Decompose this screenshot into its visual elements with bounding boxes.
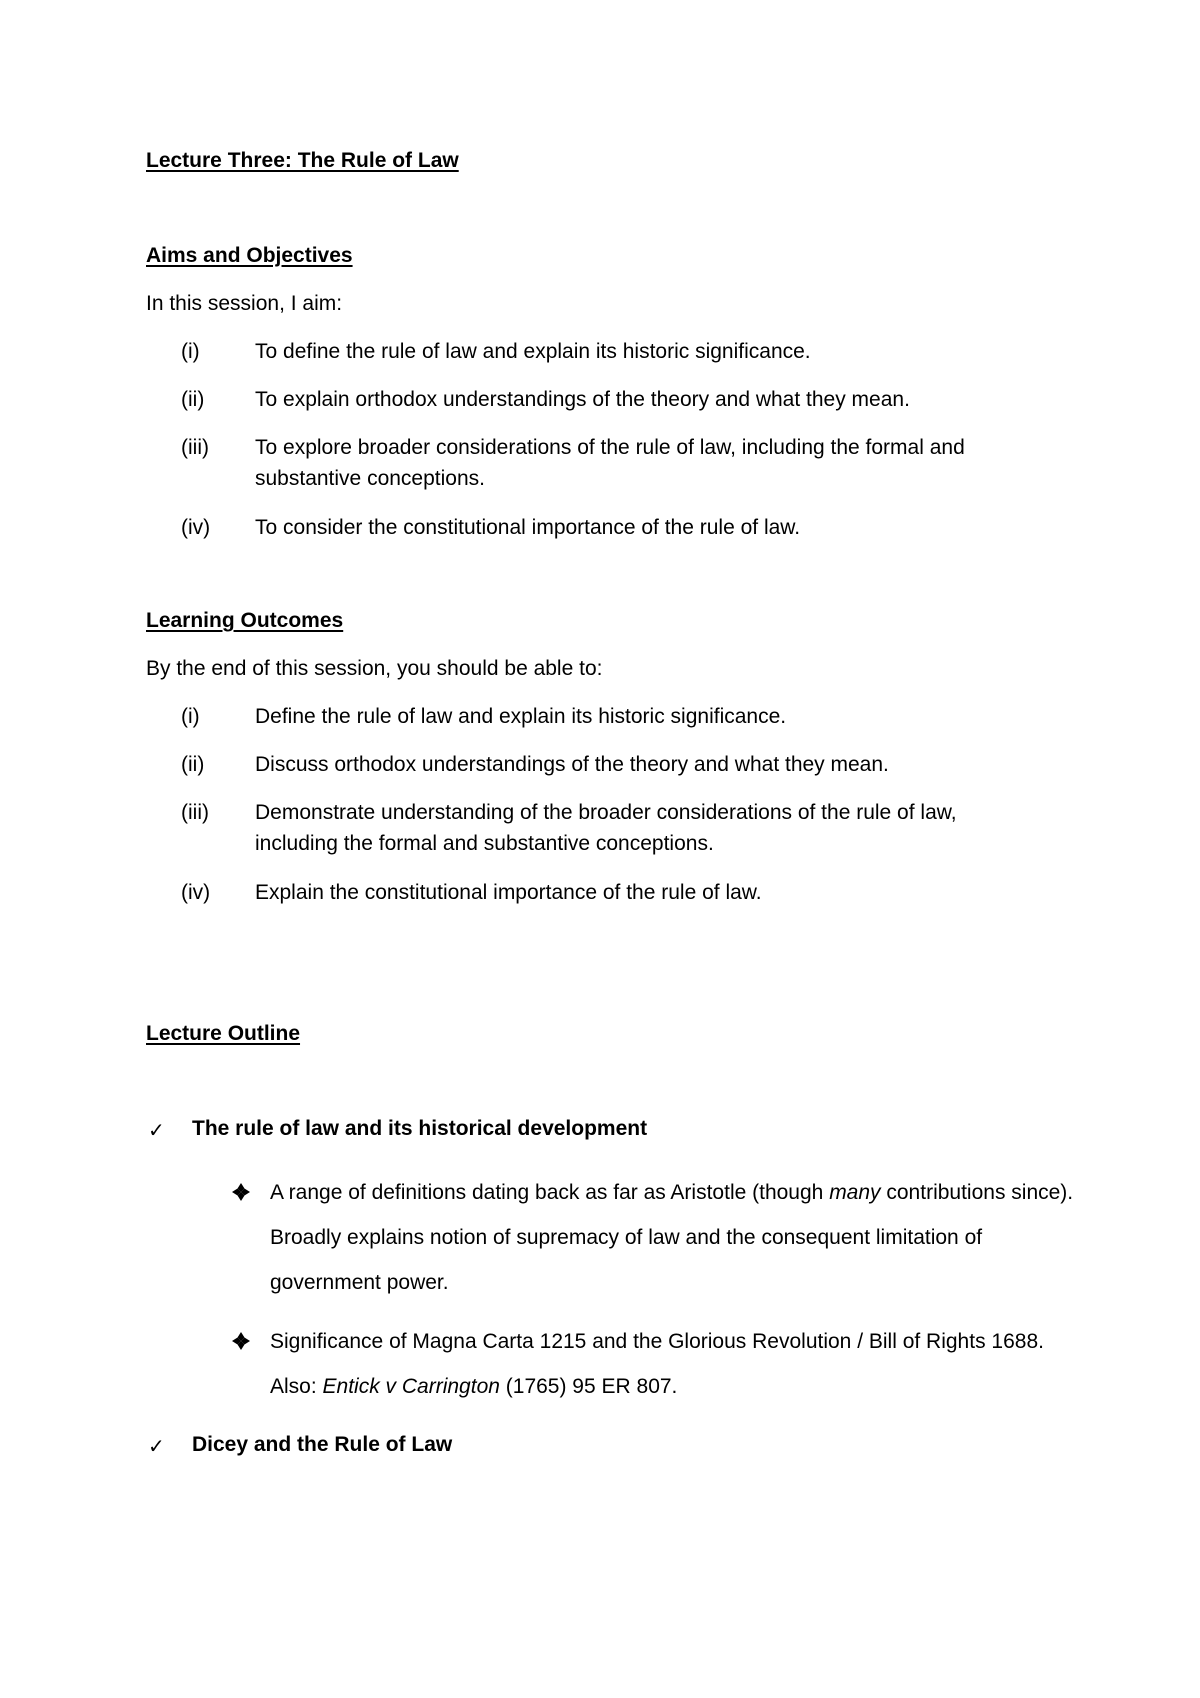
item-number: (i) <box>181 340 200 363</box>
section-label: Dicey and the Rule of Law <box>192 1433 453 1456</box>
item-text: Explain the constitutional importance of the rule of law. <box>255 881 762 904</box>
item-number: (iii) <box>181 436 209 459</box>
emphasis-text: many <box>829 1181 881 1204</box>
outcomes-heading: Learning Outcomes <box>146 609 344 632</box>
item-text-line1: To explore broader considerations of the rule of law, including the formal and <box>255 436 965 459</box>
case-citation: Entick v Carrington <box>322 1375 500 1398</box>
item-text: To consider the constitutional importance of the rule of law. <box>255 516 801 539</box>
aims-heading: Aims and Objectives <box>146 244 353 267</box>
section-label: The rule of law and its historical development <box>192 1117 648 1140</box>
page-title: Lecture Three: The Rule of Law <box>146 149 459 172</box>
checkmark-icon: ✓ <box>148 1120 165 1142</box>
item-text-line1: Demonstrate understanding of the broader considerations of the rule of law, <box>255 801 957 824</box>
item-text-line2: substantive conceptions. <box>255 467 485 490</box>
diamond-bullet-icon <box>231 1331 251 1351</box>
bullet-text: Significance of Magna Carta 1215 and the Glorious Revolution / Bill of Rights 1688. Also: Entick v Carrington (1765) 95 ER 807. <box>270 1330 1044 1398</box>
bullet-text: A range of definitions dating back as far as Aristotle (though many contributions since). Broadly explains notion of supremacy of law and the consequent limitation of government power. <box>270 1181 1074 1294</box>
item-number: (iii) <box>181 801 209 824</box>
item-number: (iv) <box>181 881 211 904</box>
item-number: (ii) <box>181 753 205 776</box>
item-text: Discuss orthodox understandings of the theory and what they mean. <box>255 753 889 776</box>
aims-intro: In this session, I aim: <box>146 292 343 315</box>
item-number: (i) <box>181 705 200 728</box>
outline-heading: Lecture Outline <box>146 1022 301 1045</box>
item-text: Define the rule of law and explain its historic significance. <box>255 705 787 728</box>
checkmark-icon: ✓ <box>148 1436 165 1458</box>
item-text-line2: including the formal and substantive conceptions. <box>255 832 714 855</box>
item-number: (ii) <box>181 388 205 411</box>
item-text: To define the rule of law and explain its historic significance. <box>255 340 811 363</box>
outcomes-intro: By the end of this session, you should be able to: <box>146 657 603 680</box>
diamond-bullet-icon <box>231 1182 251 1202</box>
item-text: To explain orthodox understandings of the theory and what they mean. <box>255 388 910 411</box>
item-number: (iv) <box>181 516 211 539</box>
